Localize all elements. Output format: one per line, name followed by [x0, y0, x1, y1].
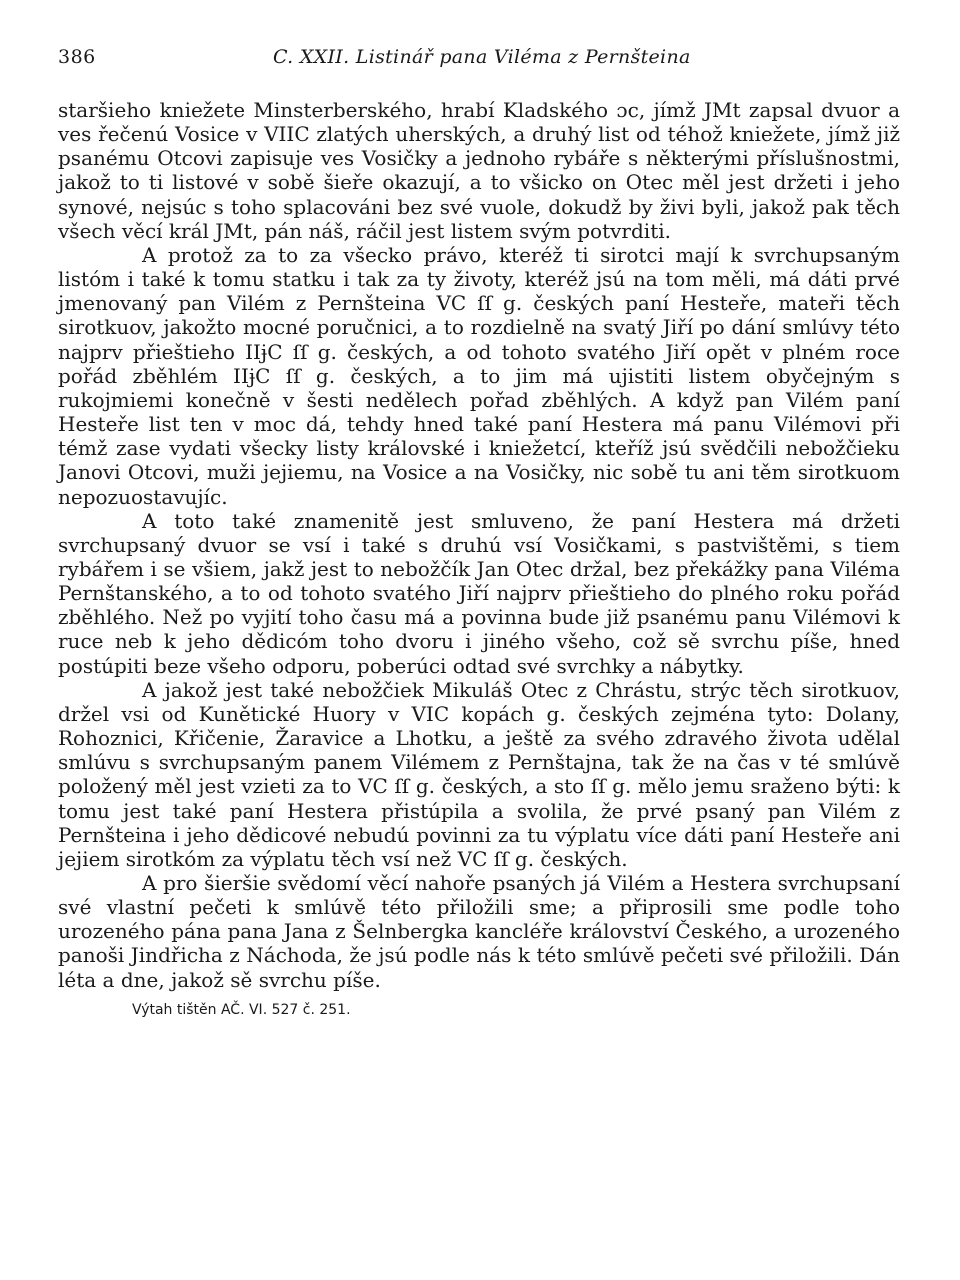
paragraph: A pro šieršie svědomí věcí nahoře psaných já Vilém a Hestera svrchupsaní své vlastní pečeti k smlúvě této přiložili sme; a připrosili sme podle toho urozeného pána pana Jana z Šelnbergka kancléře království Českého, a urozeného panoši Jindřicha z Náchoda, že jsú podle nás k této smlúvě pečeti své přiložili. Dán léta a dne, jakož sě svrchu píše. [58, 871, 900, 992]
page-header [58, 46, 900, 76]
running-head: C. XXII. Listinář pana Viléma z Pernšteina [273, 46, 691, 68]
paragraph: A toto také znamenitě jest smluveno, že paní Hestera má držeti svrchupsaný dvuor se vsí i také s druhú vsí Vosičkami, s pastvištěmi, s tiem rybářem i se všiem, jakž jest to nebožčík Jan Otec držal, bez překážky pana Viléma Pernštanského, a to od tohoto svatého Jiří najprv přieštieho do plného roku pořád zběhlého. Než po vyjití toho času má a povinna bude již psanému panu Vilémovi k ruce neb k jeho dědicóm toho dvoru i jiného všeho, což sě svrchu píše, hned postúpiti beze všeho odporu, poberúci odtad své svrchky a nábytky. [58, 508, 900, 678]
paragraph: staršieho kniežete Minsterberského, hrabí Kladského ɔc, jímž JMt zapsal dvuor a ves řečenú Vosice v VIIC zlatých uherských, a druhý list od téhož kniežete, jímž již psanému Otcovi zapisuje ves Vosičky a jednoho rybáře s některými příslušnostmi, jakož to ti listové v sobě šieře okazují, a to všicko on Otec měl jest držeti i jeho synové, nejsúc s toho splacováni bez své vuole, dokudž by živi byli, jakož pak těch všech věcí král JMt, pán náš, ráčil jest listem svým potvrditi. [58, 98, 900, 243]
paragraph: A protož za to za všecko právo, kteréž ti sirotci mají k svrchupsaným listóm i také k tomu statku i tak za ty životy, kteréž jsú na tom měli, má dáti prvé jmenovaný pan Vilém z Pernšteina VC ſſ g. českých paní Hesteře, mateři těch sirotkuov, jakožto mocné poručnici, a to rozdielně na svatý Jiří po dání smlúvy této najprv přieštieho IIɉC ſſ g. českých, a od tohoto svatého Jiří opět v plném roce pořád zběhlém IIɉC ſſ g. českých, a to jim má ujistiti listem obyčejným s rukojmiemi konečně v šesti nedělech pořad zběhlých. A když pan Vilém paní Hesteře list ten v moc dá, tehdy hned také paní Hestera má panu Vilémovi při témž zase vydati všecky listy královské i kniežetcí, kteříž jsú svědčili nebožčieku Janovi Otcovi, muži jejiemu, na Vosice a na Vosičky, nic sobě tu ani těm sirotkuom nepozuostavujíc. [58, 242, 900, 509]
footnote: Výtah tištěn AČ. VI. 527 č. 251. [132, 1001, 351, 1018]
page-number: 386 [58, 46, 96, 68]
paragraph: A jakož jest také nebožčiek Mikuláš Otec z Chrástu, strýc těch sirotkuov, držel vsi od Kunětické Huory v VIC kopách g. českých zejména tyto: Dolany, Rohoznici, Křičenie, Žaravice a Lhotku, a ještě za svého zdravého života udělal smlúvu s svrchupsaným panem Vilémem z Pernštajna, tak že na čas v té smlúvě položený měl jest vzieti za to VC ſſ g. českých, a sto ſſ g. mělo jemu sraženo býti: k tomu jest také paní Hestera přistúpila a svolila, že prvé psaný pan Vilém z Pernšteina i jeho dědicové nebudú povinni za tu výplatu více dáti paní Hesteře ani jejiem sirotkóm za výplatu těch vsí než VC ſſ g. českých. [58, 677, 900, 871]
document-body [58, 98, 900, 1018]
